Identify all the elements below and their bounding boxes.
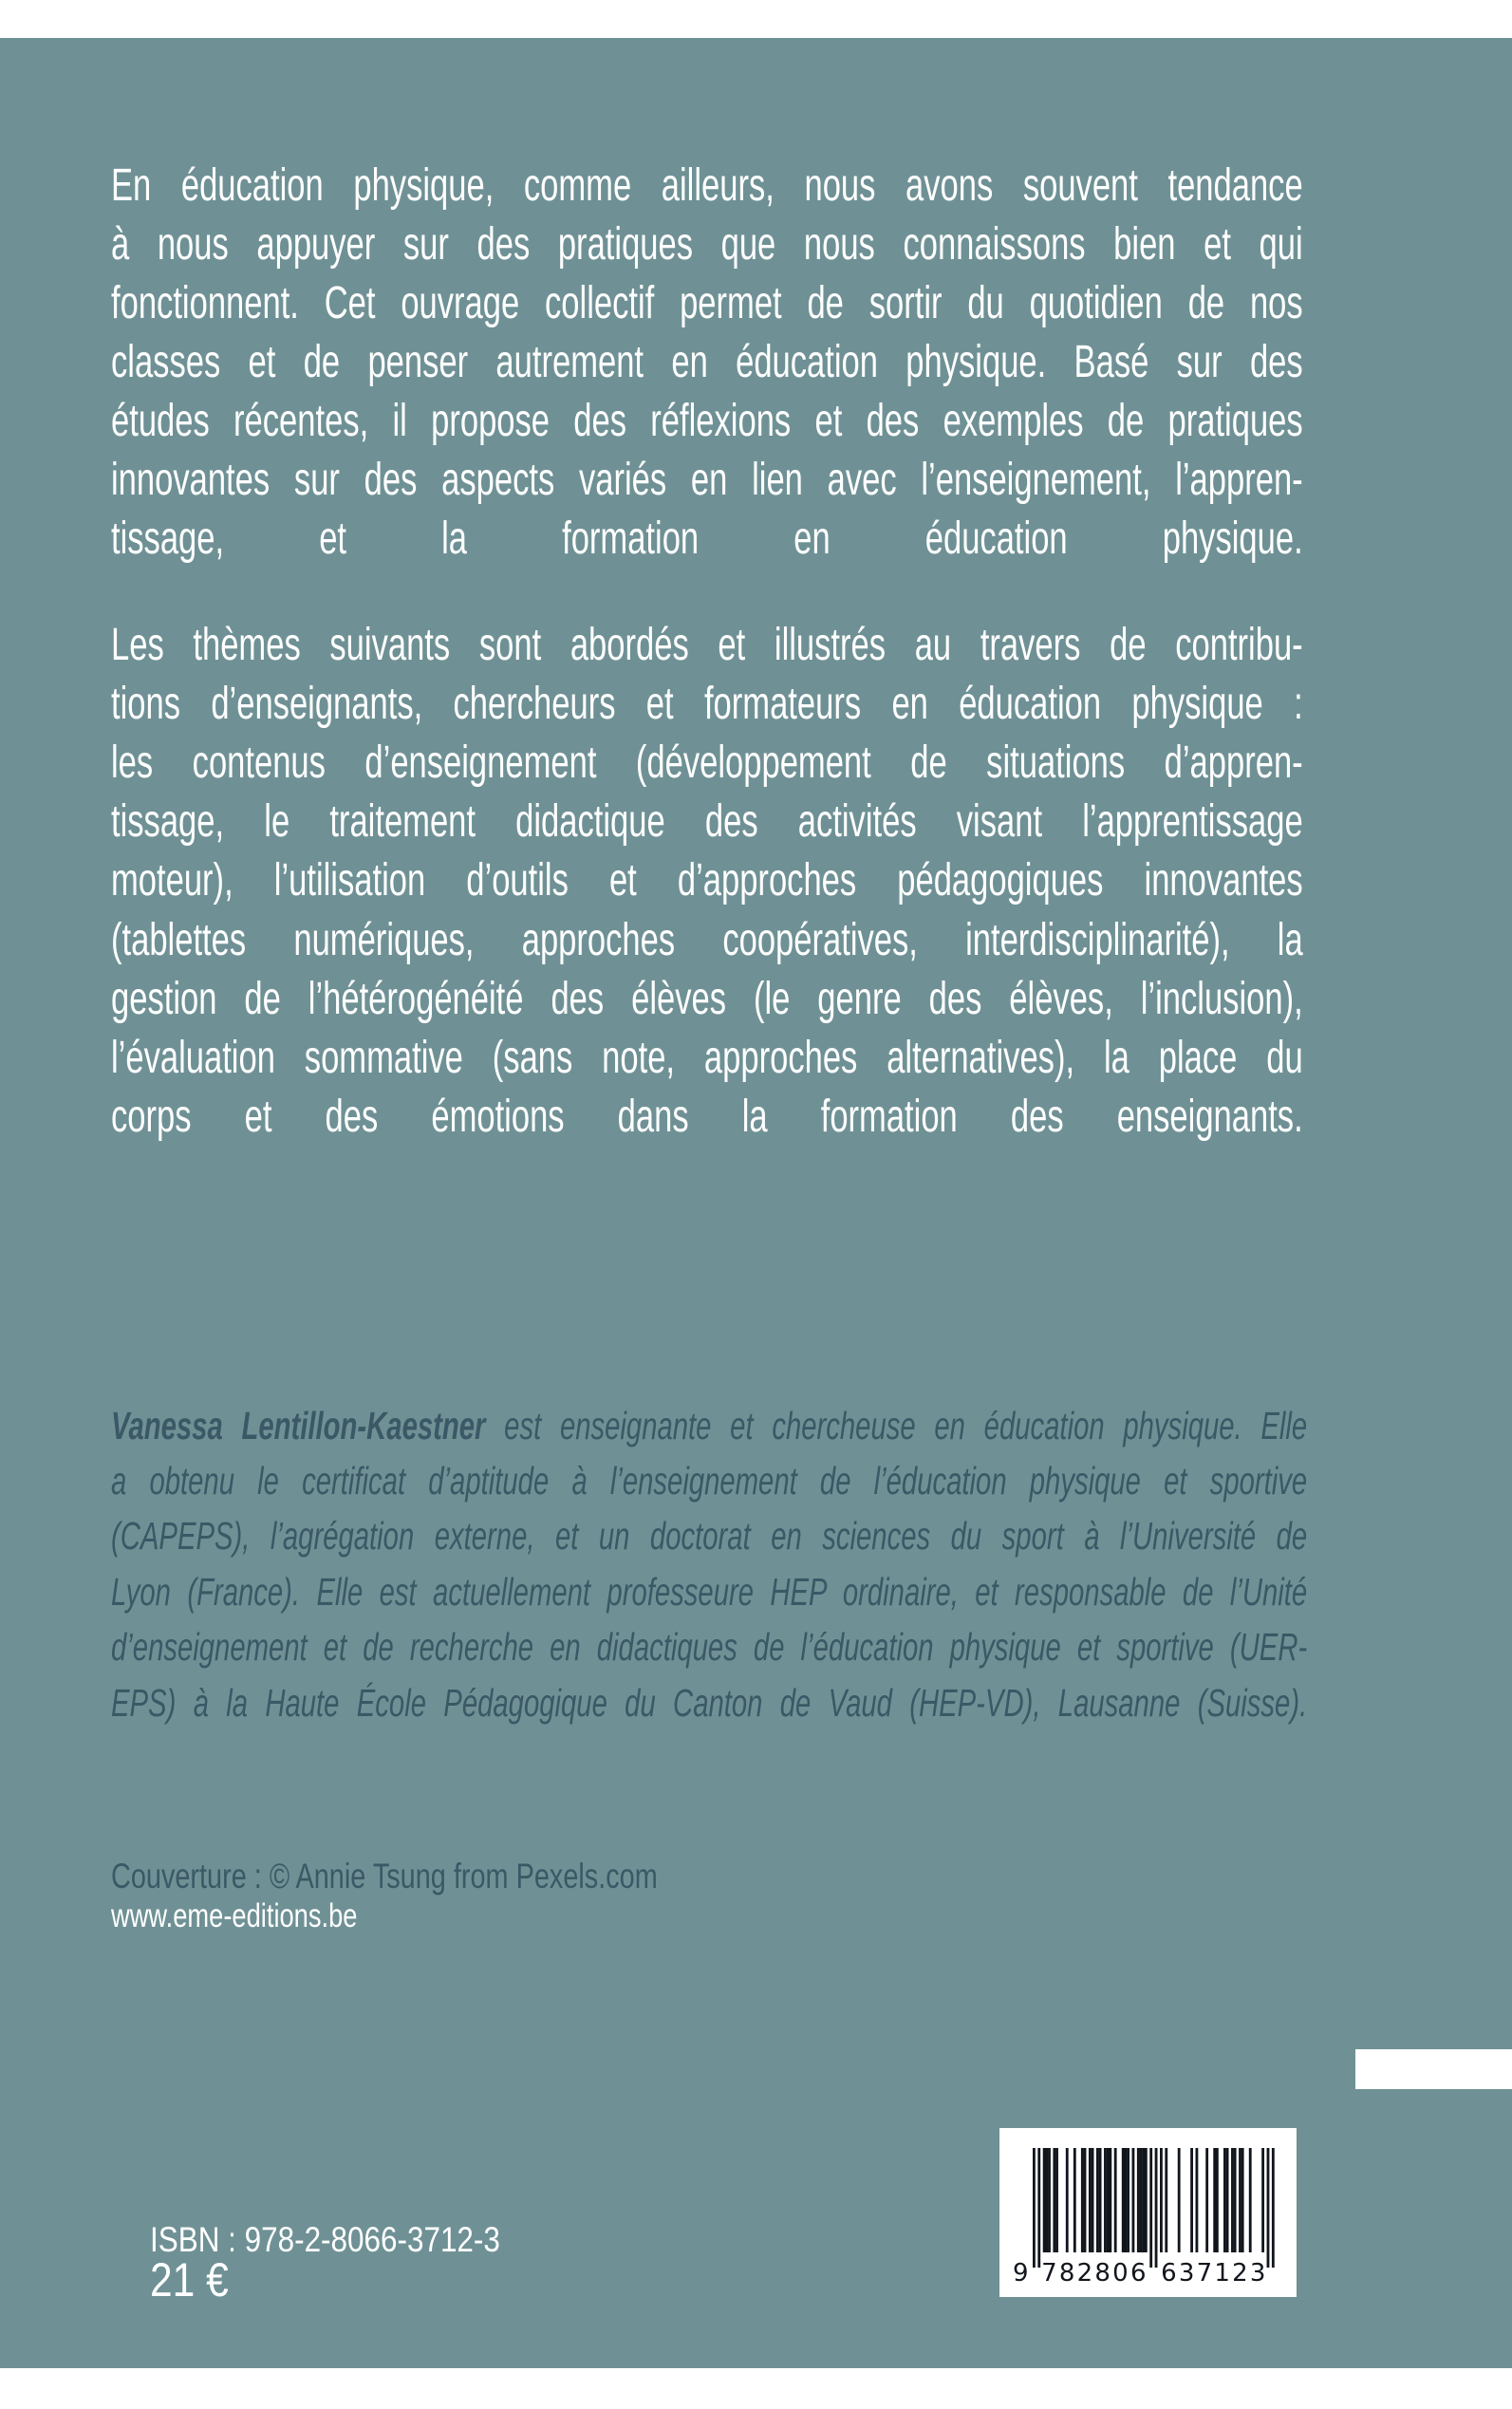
barcode-digit: 3 [1249,2259,1266,2288]
text-line: Les thèmes suivants sont abordés et illustrés au travers de contribu- [111,620,1303,670]
bio-line: Lyon (France). Elle est actuellement professeure HEP ordinaire, et responsable de l’Unité [111,1569,1308,1614]
isbn: ISBN : 978-2-8066-3712-3 [150,2220,500,2259]
barcode-bar [1142,2148,1145,2252]
barcode-bar [1261,2148,1264,2252]
barcode-digit: 8 [1058,2259,1075,2288]
text-line: tissage, le traitement didactique des activités visant l’apprentissage [111,796,1303,848]
barcode-bar [1137,2148,1140,2252]
barcode-bar [1053,2148,1055,2252]
barcode-bar [1048,2148,1051,2252]
barcode-bar [1241,2148,1244,2252]
barcode-bar [1104,2148,1107,2252]
barcode-bar [1092,2148,1094,2252]
bio-line: d’enseignement et de recherche en didactiques de l’éducation physique et sportive (UER- [111,1625,1308,1670]
barcode-bar [1122,2148,1125,2252]
barcode-bar [1226,2148,1229,2252]
text-line: (tablettes numériques, approches coopératives, interdisciplinarité), la [111,914,1303,965]
text-line: tions d’enseignants, chercheurs et formateurs en éducation physique : [111,679,1303,730]
barcode-bar [1109,2148,1111,2252]
text-line: fonctionnent. Cet ouvrage collectif permet de sortir du quotidien de nos [111,278,1303,328]
barcode-bar [1231,2148,1234,2252]
text-line: études récentes, il propose des réflexions et des exemples de pratiques [111,396,1303,446]
barcode-bar [1140,2148,1143,2252]
barcode-digit: 8 [1094,2259,1111,2288]
cover-credit: Couverture : © Annie Tsung from Pexels.com [111,1857,658,1895]
barcode-bar [1096,2148,1099,2252]
barcode-bar [1249,2148,1252,2252]
barcode-bar [1055,2148,1058,2252]
barcode-bar [1272,2148,1275,2268]
barcode-digit: 2 [1076,2259,1093,2288]
bio-line: (CAPEPS), l’agrégation externe, et un doctorat en sciences du sport à l’Université de [111,1514,1308,1559]
bio-line: Vanessa Lentillon-Kaestner est enseignante et chercheuse en éducation physique. Elle [111,1404,1308,1447]
barcode-graphic [999,2128,1297,2297]
white-tab-marker [1355,2049,1512,2089]
barcode-bar [1124,2148,1127,2252]
barcode-bar [1213,2148,1216,2252]
text-line: tissage, et la formation en éducation physique. [111,514,1303,564]
barcode-bar [1066,2148,1069,2252]
barcode-bar [1149,2148,1152,2268]
barcode-bar [1043,2148,1046,2252]
text-line: moteur), l’utilisation d’outils et d’approches pédagogiques innovantes [111,855,1303,906]
barcode-digit: 0 [1112,2259,1129,2288]
barcode-bar [1216,2148,1219,2252]
barcode-bar [1033,2148,1036,2268]
text-line: gestion de l’hétérogénéité des élèves (le genre des élèves, l’inclusion), [111,973,1303,1024]
barcode-bar [1155,2148,1158,2268]
barcode-digit: 1 [1214,2259,1230,2288]
barcode-bar [1073,2148,1076,2252]
barcode-bar [1099,2148,1102,2252]
text-line: à nous appuyer sur des pratiques que nous connaissons bien et qui [111,219,1303,270]
text-line: l’évaluation sommative (sans note, approches alternatives), la place du [111,1032,1303,1083]
barcode-digit: 6 [1129,2259,1147,2288]
barcode-digit: 3 [1178,2259,1195,2288]
barcode-bar [1178,2148,1181,2252]
barcode-digit: 7 [1041,2259,1057,2288]
bio-line: a obtenu le certificat d’aptitude à l’enseignement de l’éducation physique et sportive [111,1459,1308,1503]
publisher-website[interactable]: www.eme-editions.be [111,1897,358,1934]
isbn-barcode [999,2128,1297,2297]
barcode-bar [1089,2148,1092,2252]
barcode-bar [1037,2148,1040,2268]
text-line: les contenus d’enseignement (développement de situations d’appren- [111,738,1303,789]
bio-line: EPS) à la Haute École Pédagogique du Canton de Vaud (HEP-VD), Lausanne (Suisse). [111,1680,1308,1725]
barcode-bar [1160,2148,1163,2252]
barcode-bar [1205,2148,1208,2252]
barcode-digit: 7 [1196,2259,1213,2288]
author-name: Vanessa Lentillon-Kaestner [111,1404,486,1447]
barcode-bar [1081,2148,1084,2252]
barcode-bar [1196,2148,1199,2252]
barcode-bar [1223,2148,1226,2252]
text-line: classes et de penser autrement en éducation physique. Basé sur des [111,337,1303,387]
text-line: innovantes sur des aspects variés en lien avec l’enseignement, l’appren- [111,455,1303,505]
barcode-digit: 9 [1013,2259,1029,2288]
barcode-bar [1107,2148,1110,2252]
barcode-bar [1132,2148,1135,2252]
price: 21 € [150,2253,229,2306]
barcode-bar [1234,2148,1237,2252]
barcode-bar [1267,2148,1270,2268]
barcode-bar [1239,2148,1241,2252]
barcode-bar [1127,2148,1129,2252]
barcode-bar [1190,2148,1193,2252]
text-line: En éducation physique, comme ailleurs, nous avons souvent tendance [111,160,1303,211]
barcode-digit: 2 [1232,2259,1248,2288]
barcode-bar [1145,2148,1148,2252]
barcode-digit: 6 [1161,2259,1177,2288]
barcode-bar [1045,2148,1048,2252]
text-line: corps et des émotions dans la formation des enseignants. [111,1091,1303,1142]
barcode-bar [1114,2148,1117,2252]
barcode-bar [1084,2148,1087,2252]
barcode-bar [1165,2148,1167,2252]
